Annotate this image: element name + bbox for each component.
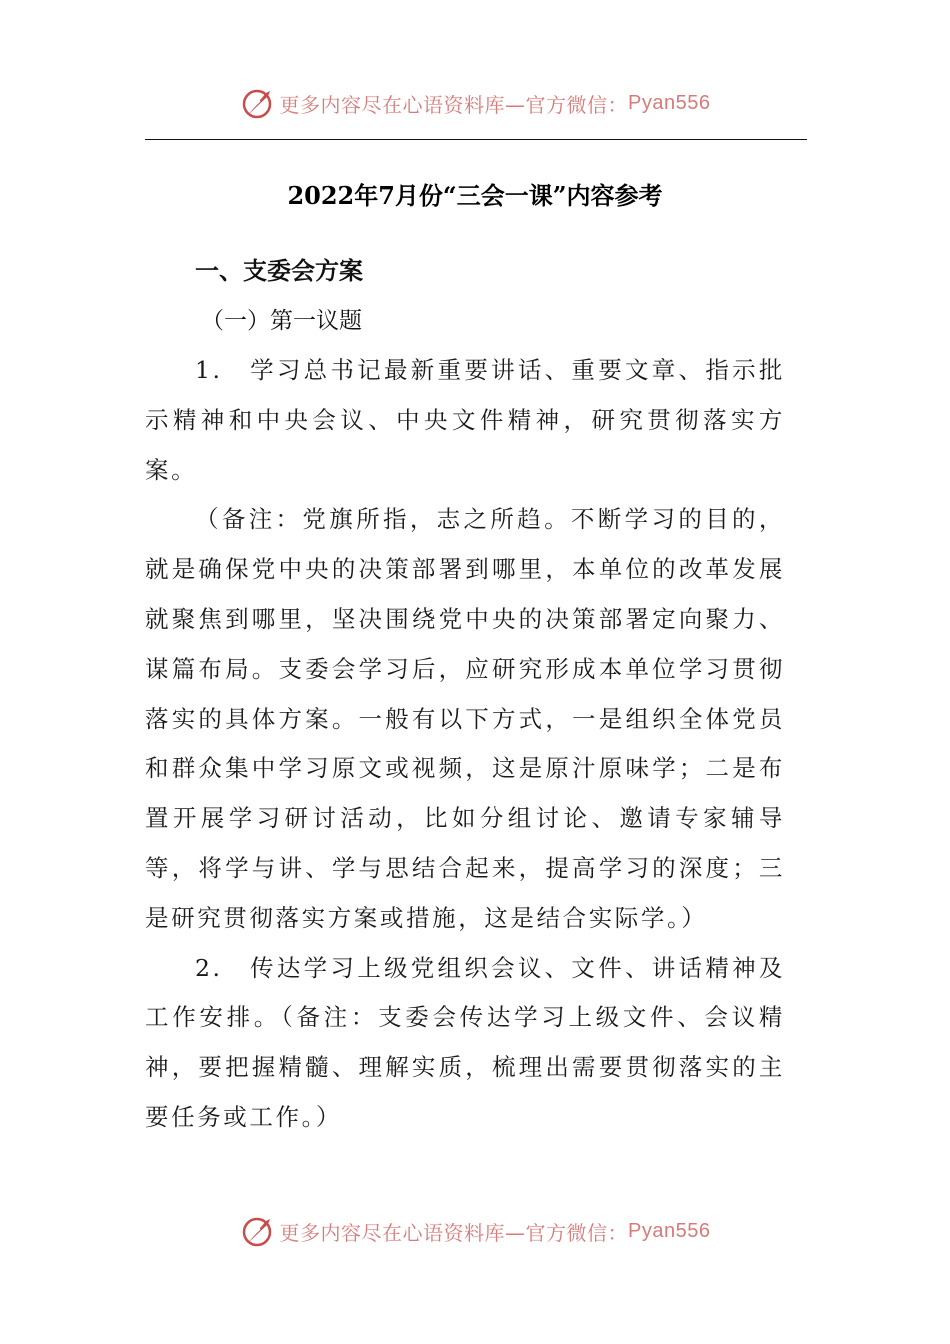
document-title: 2022年7月份“三会一课”内容参考 bbox=[287, 181, 663, 210]
watermark-footer bbox=[0, 1211, 950, 1251]
quill-pen-circle-icon bbox=[240, 1213, 276, 1249]
section-heading: 一、支委会方案 bbox=[195, 257, 363, 285]
paragraph-item-2: 2. 传达学习上级党组织会议、文件、讲话精神及工作安排。（备注：支委会传达学习上级文件、会议精神，要把握精髓、理解实质，梳理出需要贯彻落实的主要任务或工作。） bbox=[145, 953, 785, 1131]
watermark-text: 更多内容尽在心语资料库—官方微信： bbox=[279, 92, 629, 117]
paragraph-item-1: 1. 学习总书记最新重要讲话、重要文章、指示批示精神和中央会议、中央文件精神，研究贯彻落实方案。 bbox=[145, 356, 785, 484]
watermark-text: 更多内容尽在心语资料库—官方微信： bbox=[279, 1220, 629, 1245]
sub-heading: （一）第一议题 bbox=[201, 308, 362, 334]
watermark-account: Pyan556 bbox=[628, 91, 711, 114]
watermark-header bbox=[0, 83, 950, 123]
watermark-account: Pyan556 bbox=[628, 1219, 711, 1242]
header-divider bbox=[145, 139, 807, 140]
paragraph-note-1: （备注：党旗所指，志之所趋。不断学习的目的，就是确保党中央的决策部署到哪里，本单位的改革发展就聚焦到哪里，坚决围绕党中央的决策部署定向聚力、谋篇布局。支委会学习后，应研究形成本单位学习贯彻落实的具体方案。一般有以下方式，一是组织全体党员和群众集中学习原文或视频，这是原汁原味学；二是布置开展学习研讨活动，比如分组讨论、邀请专家辅导等，将学与讲、学与思结合起来，提高学习的深度；三是研究贯彻落实方案或措施，这是结合实际学。） bbox=[145, 505, 785, 932]
document-body bbox=[145, 246, 785, 1143]
quill-pen-circle-icon bbox=[240, 85, 276, 121]
